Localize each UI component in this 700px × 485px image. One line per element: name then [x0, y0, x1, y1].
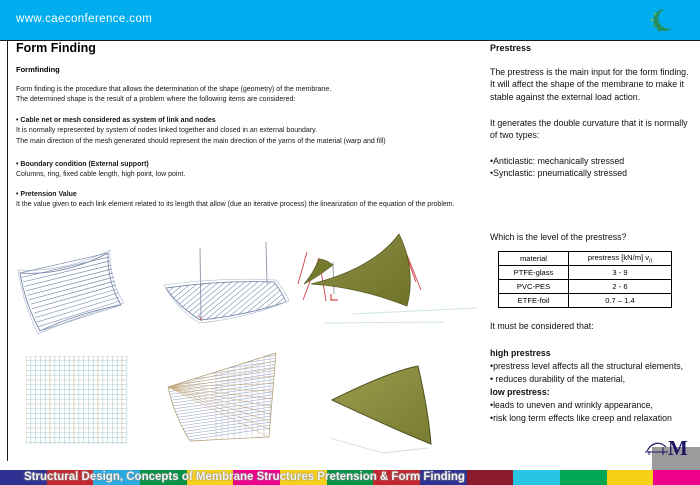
prestress-levels-list — [490, 347, 696, 424]
bullet-line: The main direction of the mesh generated should represent the main direction of the yarns of the material (warp and fill) — [16, 137, 386, 145]
intro-line: The determined shape is the result of a problem where the following items are considered: — [16, 96, 296, 104]
cell-material: PVC-PES — [499, 280, 569, 294]
hypar-tent-render-diagram — [295, 222, 485, 342]
perspective-mesh-wireframe-diagram — [160, 345, 290, 450]
cell-material: PTFE-glass — [499, 266, 569, 280]
intro-line: Form finding is the procedure that allows the determination of the shape (geometry) of the membrane. — [16, 86, 332, 93]
conference-url: www.caeconference.com — [16, 13, 153, 25]
list-item: •Synclastic: pneumatically stressed — [490, 168, 628, 179]
subscript: 0 — [649, 258, 653, 265]
list-item: •risk long term effects like creep and relaxation — [490, 412, 672, 423]
high-prestress-heading: high prestress — [490, 348, 551, 358]
list-item: • reduces durability of the material, — [490, 373, 626, 384]
header-bar — [0, 0, 700, 40]
low-prestress-heading: low prestress: — [490, 386, 550, 397]
table-header-prestress: prestress [kN/m] $v_0$ — [569, 252, 672, 266]
mesh-with-poles-wireframe-diagram — [138, 238, 303, 333]
membrane-solid-render-diagram — [328, 340, 486, 460]
bullet-cable-net — [16, 116, 476, 147]
prestress-table — [498, 251, 672, 308]
saddle-mesh-wireframe-diagram — [8, 243, 133, 338]
strip-color-block — [607, 470, 654, 485]
prestress-paragraph-1 — [490, 66, 696, 103]
bullet-heading: • Pretension Value — [16, 191, 77, 198]
bullet-heading: • Cable net or mesh considered as system of link and nodes — [16, 117, 216, 124]
intro-paragraph — [16, 85, 471, 106]
section-subtitle: Formfinding — [16, 65, 60, 74]
bullet-heading: • Boundary condition (External support) — [16, 161, 149, 168]
green-crescent-icon — [643, 6, 681, 36]
strip-color-block — [560, 470, 607, 485]
bullet-line: It the value given to each link element related to its length that allow (due an iterative process) the linearization of the equation of the problem. — [16, 201, 455, 209]
prestress-paragraph-2 — [490, 117, 696, 142]
table-row — [499, 294, 672, 308]
paragraph-line: of two types: — [490, 130, 540, 141]
membrane-sketch-icon — [644, 438, 670, 456]
paragraph-line: It will affect the shape of the membrane to make it — [490, 79, 684, 90]
strip-color-block — [513, 470, 560, 485]
footer-strip-text: Structural Design, Concepts of Membrane Structures Pretension & Form Finding — [24, 471, 465, 483]
bullet-line: Columns, ring, fixed cable length, high point, low point. — [16, 171, 186, 179]
strip-color-block — [653, 470, 700, 485]
paragraph-line: stable against the external load action. — [490, 91, 641, 102]
strip-color-block — [467, 470, 514, 485]
list-item: •leads to uneven and wrinkly appearance, — [490, 399, 653, 410]
list-item: •prestress level affects all the structural elements, — [490, 360, 684, 371]
bullet-pretension-value — [16, 190, 486, 211]
paragraph-line: It generates the double curvature that it is normally — [490, 118, 688, 128]
flat-grid-mesh-diagram — [26, 356, 128, 446]
paragraph-line: The prestress is the main input for the form finding. — [490, 67, 689, 77]
table-row — [499, 266, 672, 280]
cell-material: ETFE-foil — [499, 294, 569, 308]
page-title: Form Finding — [16, 41, 96, 55]
cell-prestress: 2 - 6 — [569, 280, 672, 294]
table-header-row — [499, 252, 672, 266]
cell-prestress: 0.7 – 1.4 — [569, 294, 672, 308]
bullet-line: It is normally represented by system of nodes linked together and closed in an external boundary. — [16, 127, 318, 135]
consider-note: It must be considered that: — [490, 321, 594, 331]
prestress-level-question: Which is the level of the prestress? — [490, 232, 627, 242]
bullet-boundary-condition — [16, 160, 476, 181]
list-item: •Anticlastic: mechanically stressed — [490, 156, 625, 166]
curvature-types-list — [490, 155, 696, 180]
prestress-title: Prestress — [490, 43, 532, 53]
content-top-border — [0, 40, 700, 41]
footer-logo-letter: M — [668, 436, 688, 460]
table-row — [499, 280, 672, 294]
cell-prestress: 3 - 9 — [569, 266, 672, 280]
table-header-material: material — [499, 252, 569, 266]
